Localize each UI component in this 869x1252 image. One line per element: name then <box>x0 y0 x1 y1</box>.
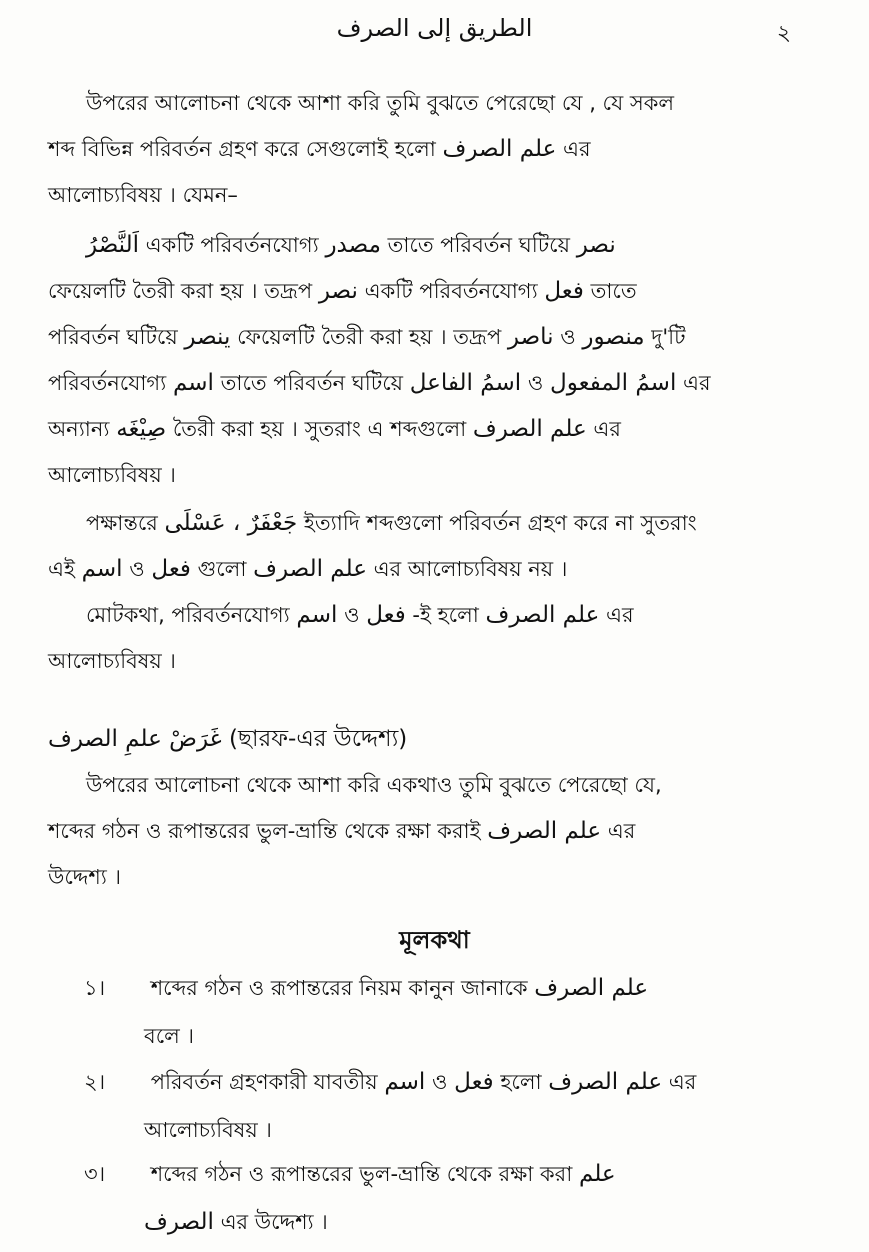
heading-bengali: (ছারফ-এর উদ্দেশ্য) <box>228 726 408 752</box>
arabic-term: نصر <box>576 232 616 258</box>
summary-point-1 <box>84 964 784 1060</box>
text-span: হলো <box>500 1070 542 1094</box>
text-line <box>48 314 784 360</box>
text-span: শব্দের গঠন ও রূপান্তরের ভুল-ভ্রান্তি থেকে রক্ষা করাই <box>48 819 481 843</box>
arabic-term: علم الصرف <box>534 975 649 1001</box>
text-line <box>48 268 784 314</box>
arabic-term: اَلنَّصْرُ <box>86 232 139 258</box>
text-span: তাতে <box>590 279 637 303</box>
arabic-term: منصور <box>582 324 645 350</box>
text-span: তাতে পরিবর্তন ঘটিয়ে <box>387 233 570 257</box>
text-span: ফেয়েলটি তৈরী করা হয় । তদ্রূপ <box>48 279 313 303</box>
text-span: এর <box>593 417 621 441</box>
arabic-term: جَعْفَرٌ ، عَسْلَى <box>164 510 298 536</box>
arabic-term: الصرف <box>144 1209 214 1235</box>
text-line: আলোচ্যবিষয় । <box>48 463 176 487</box>
arabic-term: صِيْغَه <box>116 416 167 442</box>
heading-arabic: غَرَضْ علمِ الصرف <box>48 726 222 752</box>
text-span: ফেয়েলটি তৈরী করা হয় । তদ্রূপ <box>237 325 502 349</box>
arabic-term: ناصر <box>507 324 554 350</box>
arabic-term: علم الصرف <box>485 602 600 628</box>
arabic-term: علم الصرف <box>472 416 587 442</box>
arabic-term: فعل <box>151 556 191 582</box>
text-line: আলোচ্যবিষয় । <box>48 649 176 673</box>
text-span: এর <box>563 137 591 161</box>
text-span: পরিবর্তনযোগ্য <box>48 371 167 395</box>
arabic-term: فعل <box>544 278 584 304</box>
text-span: এর উদ্দেশ্য । <box>220 1210 328 1234</box>
text-span: পরিবর্তন গ্রহণকারী যাবতীয় <box>150 1070 378 1094</box>
text-span: ইত্যাদি শব্দগুলো পরিবর্তন গ্রহণ করে না সুতরাং <box>303 511 697 535</box>
text-line <box>48 126 784 172</box>
arabic-term: علم الصرف <box>487 818 602 844</box>
point-number: ২। <box>84 1070 106 1094</box>
text-line: আলোচ্যবিষয় । <box>144 1118 272 1142</box>
arabic-term: اسم <box>172 370 214 396</box>
text-line <box>48 592 784 638</box>
text-line <box>84 1058 784 1106</box>
page-header <box>0 10 869 50</box>
text-span: এর <box>607 819 636 843</box>
text-span: ও <box>344 603 360 627</box>
text-span: একটি পরিবর্তনযোগ্য <box>364 279 538 303</box>
arabic-term: نصر <box>318 278 358 304</box>
text-span: গুলো <box>197 557 247 581</box>
arabic-term: ينصر <box>184 324 231 350</box>
arabic-term: فعل <box>366 602 406 628</box>
text-span: ও <box>432 1070 448 1094</box>
text-span: তৈরী করা হয় । সুতরাং এ শব্দগুলো <box>172 417 467 441</box>
text-line <box>48 406 784 452</box>
paragraph-purpose <box>48 762 784 900</box>
summary-title: মূলকথা <box>399 926 470 954</box>
text-line <box>84 1150 784 1198</box>
text-span: অন্যান্য <box>48 417 110 441</box>
text-line <box>84 1198 784 1246</box>
text-span: দু'টি <box>651 325 686 349</box>
paragraph-summary-note <box>48 592 784 684</box>
arabic-term: اسم <box>384 1069 426 1095</box>
text-line <box>48 808 784 854</box>
text-line: বলে । <box>144 1024 194 1048</box>
arabic-term: علم الصرف <box>548 1069 663 1095</box>
arabic-term: علم <box>579 1161 616 1187</box>
text-line: আলোচ্যবিষয় । যেমন– <box>48 183 238 207</box>
text-line <box>48 546 784 592</box>
text-line: উপরের আলোচনা থেকে আশা করি তুমি বুঝতে পেরেছো যে , যে সকল <box>86 91 675 115</box>
arabic-term: مصدر <box>325 232 381 258</box>
text-line: উদ্দেশ্য । <box>48 865 122 889</box>
point-number: ৩। <box>84 1162 106 1186</box>
text-line: উপরের আলোচনা থেকে আশা করি একথাও তুমি বুঝতে পেরেছো যে, <box>86 773 662 797</box>
arabic-term: علم الصرف <box>442 136 557 162</box>
text-span: এর <box>606 603 634 627</box>
arabic-term: فعل <box>454 1069 494 1095</box>
arabic-term: علم الصرف <box>253 556 367 582</box>
summary-point-2 <box>84 1058 784 1154</box>
arabic-term: اسمُ المفعول <box>550 370 677 396</box>
text-span: ও <box>129 557 145 581</box>
text-line <box>84 964 784 1012</box>
text-span: ও <box>527 371 544 395</box>
text-line <box>48 360 784 406</box>
point-number: ১। <box>84 976 106 1000</box>
text-span: পক্ষান্তরে <box>86 511 158 535</box>
paragraph-intro <box>48 80 784 218</box>
running-title: الطريق إلى الصرف <box>336 14 533 42</box>
paragraph-examples <box>48 222 784 498</box>
text-span: এর <box>683 371 711 395</box>
arabic-term: اسمُ الفاعل <box>409 370 522 396</box>
text-span: শব্দের গঠন ও রূপান্তরের নিয়ম কানুন জানাকে <box>150 976 528 1000</box>
summary-point-3 <box>84 1150 784 1246</box>
text-span: শব্দ বিভিন্ন পরিবর্তন গ্রহণ করে সেগুলোই হলো <box>48 137 436 161</box>
text-span: ও <box>560 325 576 349</box>
text-span: -ই হলো <box>412 603 479 627</box>
arabic-term: اسم <box>296 602 338 628</box>
text-span: এর আলোচ্যবিষয় নয় । <box>373 557 568 581</box>
text-line <box>48 222 784 268</box>
paragraph-contrast <box>48 500 784 592</box>
text-span: শব্দের গঠন ও রূপান্তরের ভুল-ভ্রান্তি থেকে রক্ষা করা <box>150 1162 573 1186</box>
text-span: পরিবর্তন ঘটিয়ে <box>48 325 178 349</box>
text-span: এর <box>668 1070 697 1094</box>
text-span: মোটকথা, পরিবর্তনযোগ্য <box>86 603 290 627</box>
arabic-term: اسم <box>81 556 123 582</box>
text-line <box>48 500 784 546</box>
section-heading <box>48 720 407 759</box>
text-span: এই <box>48 557 75 581</box>
page-number: ২ <box>776 21 791 46</box>
text-span: একটি পরিবর্তনযোগ্য <box>145 233 319 257</box>
text-span: তাতে পরিবর্তন ঘটিয়ে <box>220 371 404 395</box>
